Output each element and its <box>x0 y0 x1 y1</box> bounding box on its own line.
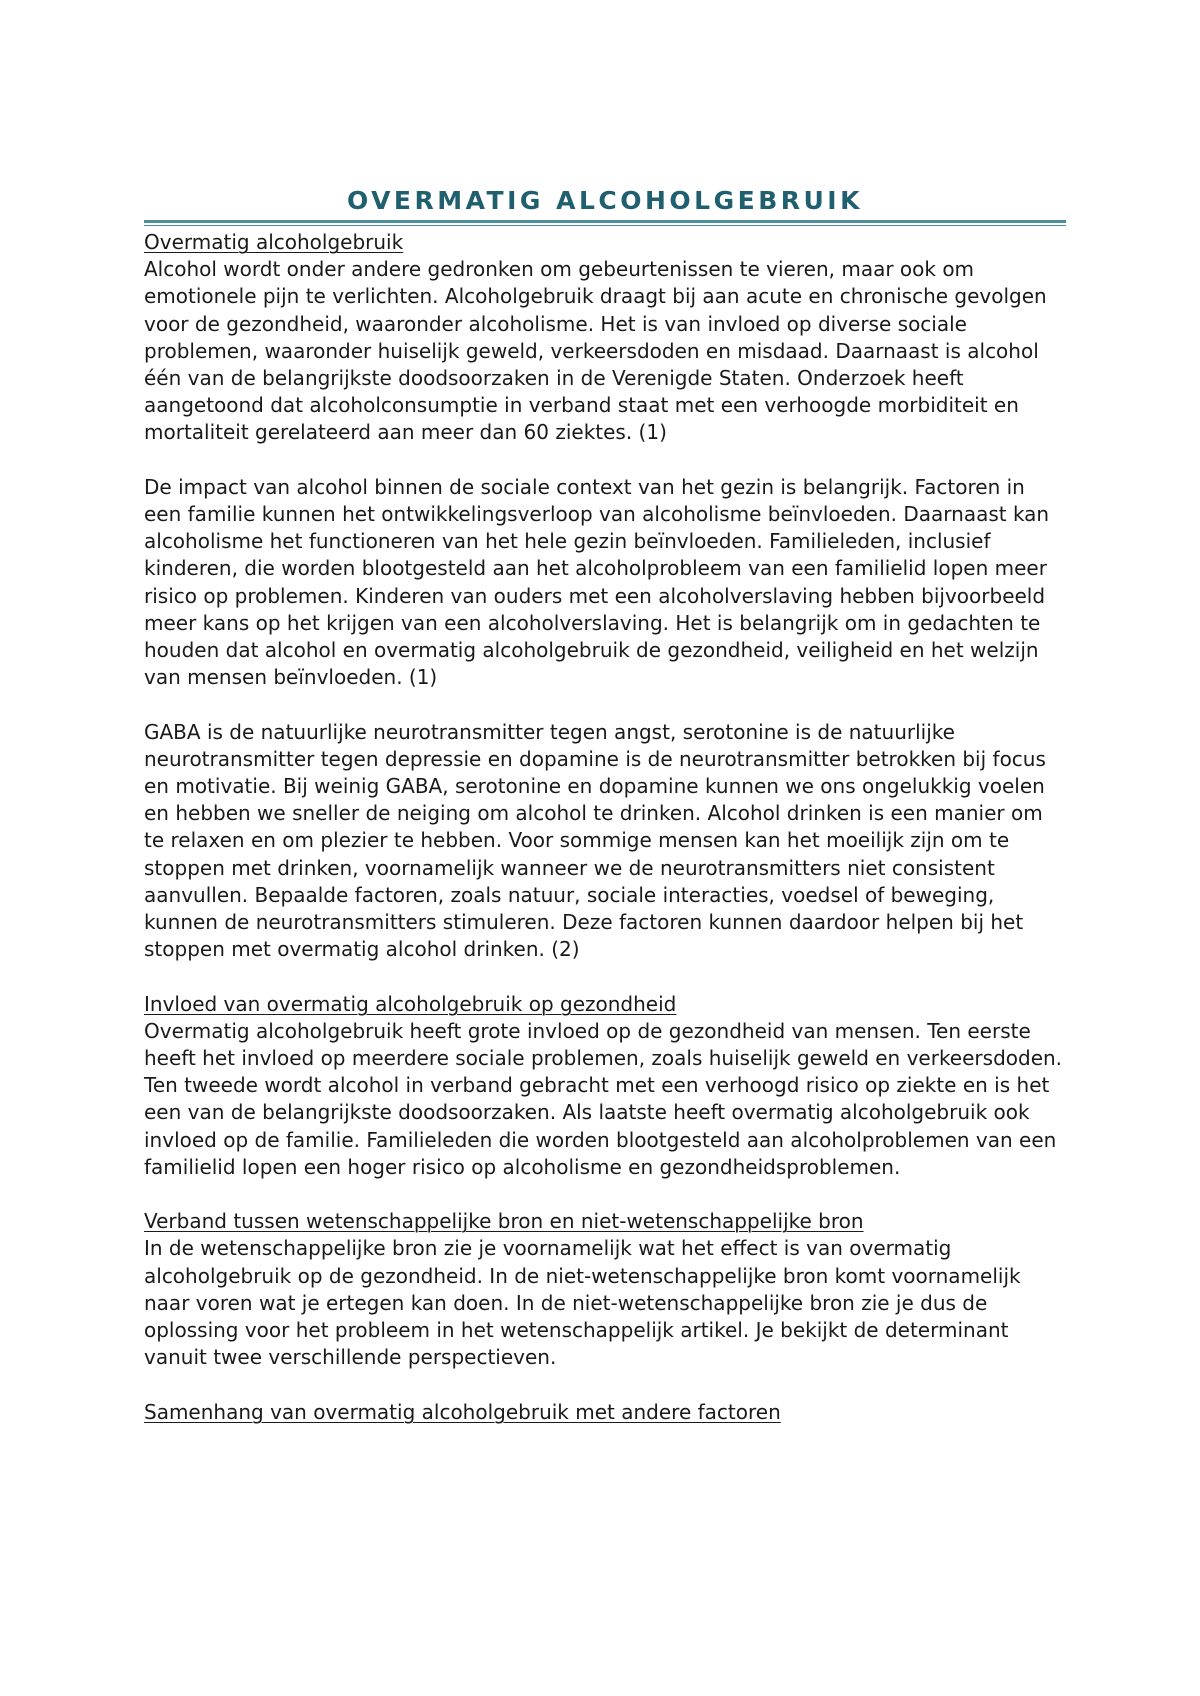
section-heading: Overmatig alcoholgebruik <box>144 230 404 254</box>
title-rule-thin <box>144 225 1066 226</box>
title-rule-thick <box>144 220 1066 223</box>
paragraph: GABA is de natuurlijke neurotransmitter tegen angst, serotonine is de natuurlijke neurotransmitter tegen depressie en dopamine is de neurotransmitter betrokken bij focus en motivatie. Bij weinig GABA, serotonine en dopamine kunnen we ons ongelukkig voelen en hebben we sneller de neiging om alcohol te drinken. Alcohol drinken is een manier om te relaxen en om plezier te hebben. Voor sommige mensen kan het moeilijk zijn om te stoppen met drinken, voornamelijk wanneer we de neurotransmitters niet consistent aanvullen. Bepaalde factoren, zoals natuur, sociale interacties, voedsel of beweging, kunnen de neurotransmitters stimuleren. Deze factoren kunnen daardoor helpen bij het stoppen met overmatig alcohol drinken. (2) <box>144 719 1046 962</box>
document-page <box>144 184 1066 1426</box>
paragraph-spacer <box>144 447 1066 474</box>
section-heading: Verband tussen wetenschappelijke bron en niet-wetenschappelijke bron <box>144 1209 864 1234</box>
document-title: OVERMATIG ALCOHOLGEBRUIK <box>347 186 863 215</box>
paragraph: In de wetenschappelijke bron zie je voornamelijk wat het effect is van overmatig alcoholgebruik op de gezondheid. In de niet-wetenschappelijke bron komt voornamelijk naar voren wat je ertegen kan doen. In de niet-wetenschappelijke bron zie je dus de oplossing voor het probleem in het wetenschappelijk artikel. Je bekijkt de determinant vanuit twee verschillende perspectieven. <box>144 1236 1021 1370</box>
document-body <box>144 229 1066 1426</box>
section-heading: Invloed van overmatig alcoholgebruik op gezondheid <box>144 991 677 1016</box>
paragraph: Overmatig alcoholgebruik heeft grote invloed op de gezondheid van mensen. Ten eerste heeft het invloed op meerdere sociale problemen, zoals huiselijk geweld en verkeersdoden. Ten tweede wordt alcohol in verband gebracht met een verhoogd risico op ziekte en is het een van de belangrijkste doodsoorzaken. Als laatste heeft overmatig alcoholgebruik ook invloed op de familie. Familieleden die worden blootgesteld aan alcoholproblemen van een familielid lopen een hoger risico op alcoholisme en gezondheidsproblemen. <box>144 1018 1063 1179</box>
paragraph-spacer <box>144 1371 1066 1398</box>
paragraph-spacer <box>144 963 1066 990</box>
title-double-rule <box>144 220 1066 227</box>
section-heading: Samenhang van overmatig alcoholgebruik met andere factoren <box>144 1399 781 1424</box>
paragraph: Alcohol wordt onder andere gedronken om gebeurtenissen te vieren, maar ook om emotionele pijn te verlichten. Alcoholgebruik draagt bij aan acute en chronische gevolgen voor de gezondheid, waaronder alcoholisme. Het is van invloed op diverse sociale problemen, waaronder huiselijk geweld, verkeersdoden en misdaad. Daarnaast is alcohol één van de belangrijkste doodsoorzaken in de Verenigde Staten. Onderzoek heeft aangetoond dat alcoholconsumptie in verband staat met een verhoogde morbiditeit en mortaliteit gerelateerd aan meer dan 60 ziektes. (1) <box>144 257 1047 445</box>
paragraph: De impact van alcohol binnen de sociale context van het gezin is belangrijk. Factoren in een familie kunnen het ontwikkelingsverloop van alcoholisme beïnvloeden. Daarnaast kan alcoholisme het functioneren van het hele gezin beïnvloeden. Familieleden, inclusief kinderen, die worden blootgesteld aan het alcoholprobleem van een familielid lopen meer risico op problemen. Kinderen van ouders met een alcoholverslaving hebben bijvoorbeeld meer kans op het krijgen van een alcoholverslaving. Het is belangrijk om in gedachten te houden dat alcohol en overmatig alcoholgebruik de gezondheid, veiligheid en het welzijn van mensen beïnvloeden. (1) <box>144 474 1050 690</box>
paragraph-spacer <box>144 691 1066 718</box>
paragraph-spacer <box>144 1181 1066 1208</box>
